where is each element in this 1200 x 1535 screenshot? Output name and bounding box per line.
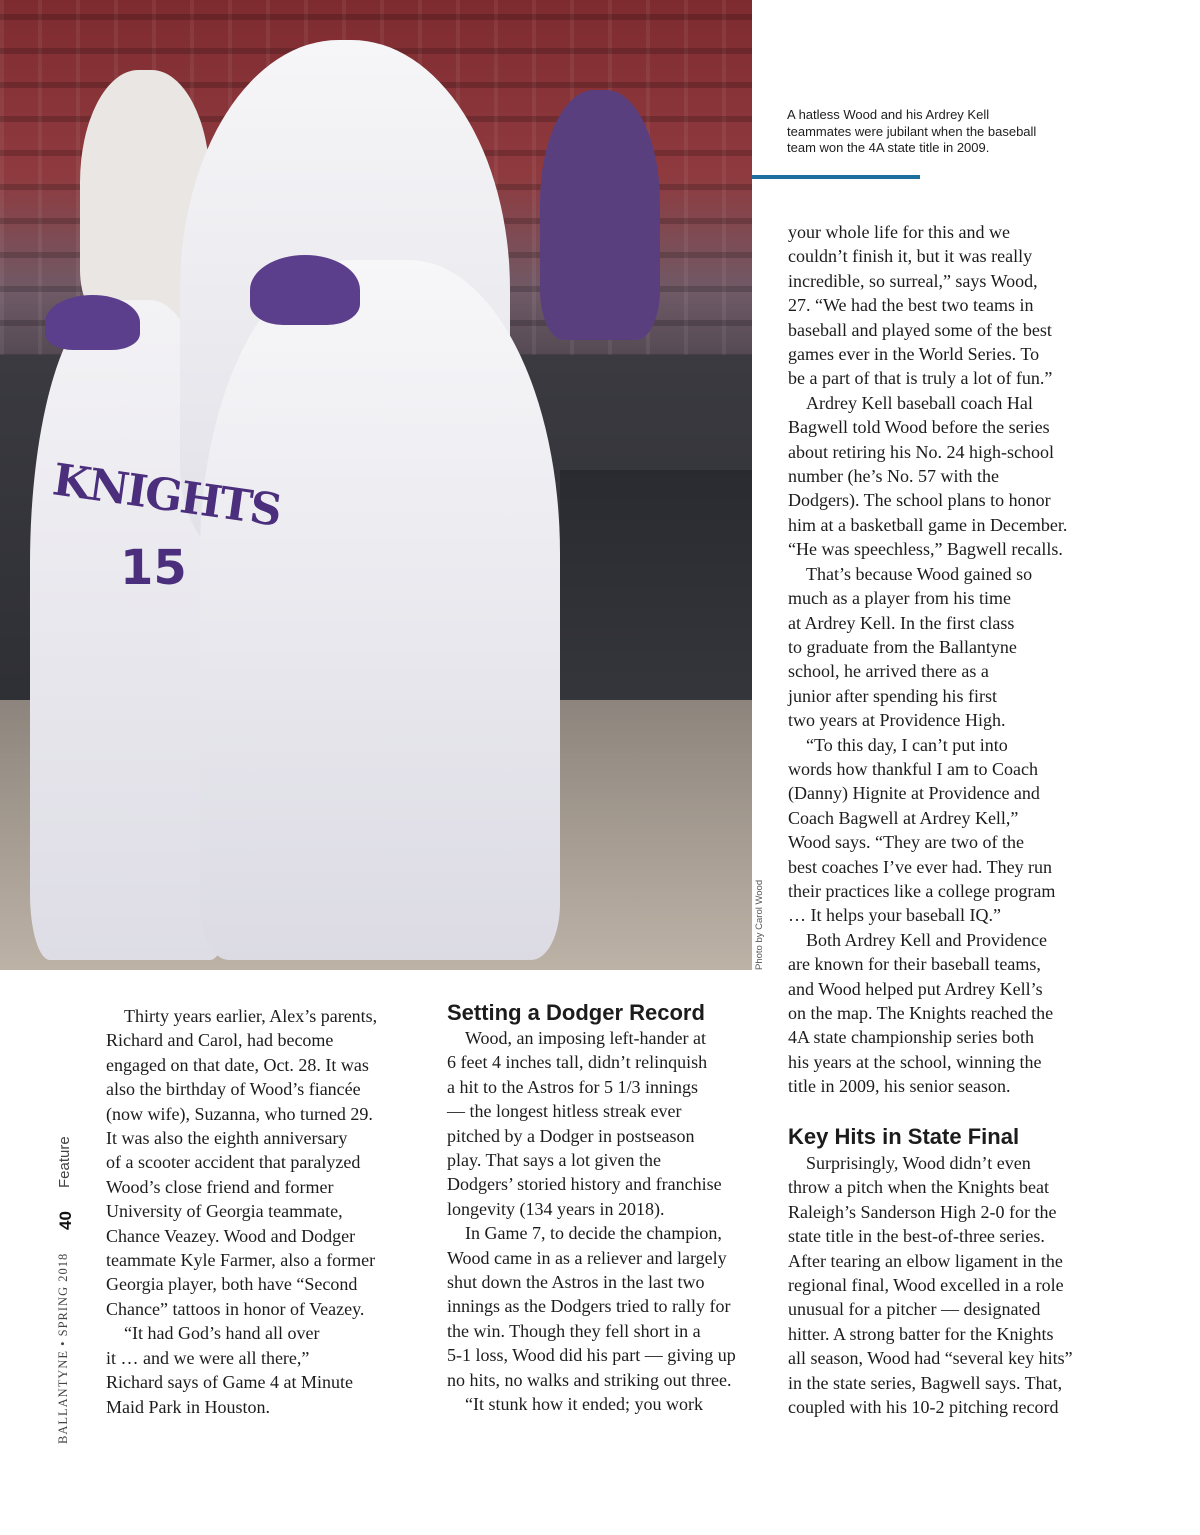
photo-credit — [752, 862, 772, 972]
text-line: the win. Though they fell short in a — [447, 1320, 701, 1341]
text-line: It was also the eighth anniversary — [106, 1128, 348, 1149]
caption-line: A hatless Wood and his Ardrey Kell — [787, 107, 990, 122]
text-line: a hit to the Astros for 5 1/3 innings — [447, 1076, 698, 1097]
player-figure — [200, 260, 560, 960]
text-line: about retiring his No. 24 high-school — [788, 441, 1054, 462]
text-line: Maid Park in Houston. — [106, 1396, 270, 1417]
text-line: Wood, an imposing left-hander at — [465, 1028, 706, 1048]
text-line: all season, Wood had “several key hits” — [788, 1348, 1073, 1369]
text-line: are known for their baseball teams, — [788, 954, 1041, 975]
folio-magazine — [34, 1240, 70, 1445]
photo-caption — [787, 107, 1107, 157]
text-line: hitter. A strong batter for the Knights — [788, 1323, 1054, 1344]
text-line: Ardrey Kell baseball coach Hal — [806, 392, 1033, 413]
folio — [30, 1130, 75, 1450]
text-line: in the state series, Bagwell says. That, — [788, 1372, 1063, 1393]
text-line: After tearing an elbow ligament in the — [788, 1250, 1063, 1271]
text-column-3 — [788, 220, 1108, 1099]
text-line: coupled with his 10-2 pitching record — [788, 1397, 1059, 1418]
text-line: Dodgers). The school plans to honor — [788, 490, 1051, 511]
text-line: Richard says of Game 4 at Minute — [106, 1372, 353, 1393]
text-line: Thirty years earlier, Alex’s parents, — [124, 1006, 378, 1026]
text-line: baseball and played some of the best — [788, 319, 1052, 340]
text-line: their practices like a college program — [788, 880, 1056, 901]
fence — [560, 470, 752, 730]
text-line: title in 2009, his senior season. — [788, 1076, 1011, 1097]
text-line: shut down the Astros in the last two — [447, 1272, 705, 1293]
text-line: (now wife), Suzanna, who turned 29. — [106, 1103, 373, 1124]
jersey-lettering: KNIGHTS — [49, 454, 284, 537]
text-line: longevity (134 years in 2018). — [447, 1198, 665, 1219]
text-line: school, he arrived there as a — [788, 661, 989, 682]
magazine-issue: BALLANTYNE • SPRING 2018 — [56, 1252, 70, 1444]
text-line: University of Georgia teammate, — [106, 1201, 343, 1222]
text-line: — the longest hitless streak ever — [447, 1101, 682, 1122]
hero-photo — [0, 0, 752, 970]
text-line: 27. “We had the best two teams in — [788, 295, 1034, 316]
caption-rule — [752, 175, 920, 179]
text-line: 6 feet 4 inches tall, didn’t relinquish — [447, 1052, 708, 1073]
player-cap — [250, 255, 360, 325]
text-line: teammate Kyle Farmer, also a former — [106, 1250, 376, 1271]
text-line: him at a basketball game in December. — [788, 514, 1068, 535]
section-heading: Setting a Dodger Record — [447, 1000, 705, 1025]
text-line: at Ardrey Kell. In the first class — [788, 612, 1015, 633]
text-line: number (he’s No. 57 with the — [788, 466, 999, 487]
folio-section — [34, 1130, 73, 1190]
text-line: incredible, so surreal,” says Wood, — [788, 270, 1038, 291]
text-line: two years at Providence High. — [788, 710, 1006, 731]
text-line: of a scooter accident that paralyzed — [106, 1152, 361, 1173]
text-line: “To this day, I can’t put into — [806, 734, 1008, 755]
text-line: Richard and Carol, had become — [106, 1030, 334, 1051]
text-line: best coaches I’ve ever had. They run — [788, 856, 1053, 877]
text-line: That’s because Wood gained so — [806, 563, 1033, 584]
text-line: Dodgers’ storied history and franchise — [447, 1174, 722, 1195]
page-number: 40 — [56, 1211, 75, 1230]
text-line: Wood’s close friend and former — [106, 1176, 334, 1197]
text-line: to graduate from the Ballantyne — [788, 636, 1017, 657]
text-line: … It helps your baseball IQ.” — [788, 905, 1001, 926]
text-column-1 — [106, 1004, 406, 1419]
text-line: Both Ardrey Kell and Providence — [806, 929, 1047, 950]
text-line: couldn’t finish it, but it was really — [788, 246, 1033, 267]
text-line: junior after spending his first — [788, 685, 997, 706]
folio-page — [34, 1202, 75, 1232]
text-line: Raleigh’s Sanderson High 2-0 for the — [788, 1201, 1057, 1222]
text-line: your whole life for this and we — [788, 222, 1010, 242]
text-line: and Wood helped put Ardrey Kell’s — [788, 978, 1043, 999]
text-line: Bagwell told Wood before the series — [788, 417, 1050, 438]
text-line: his years at the school, winning the — [788, 1051, 1042, 1072]
text-line: also the birthday of Wood’s fiancée — [106, 1079, 361, 1100]
text-line: “He was speechless,” Bagwell recalls. — [788, 539, 1063, 560]
jersey-number: 15 — [120, 540, 187, 596]
caption-line: teammates were jubilant when the baseball — [787, 123, 1037, 139]
text-line: games ever in the World Series. To — [788, 344, 1040, 365]
text-line: “It stunk how it ended; you work — [465, 1394, 703, 1415]
text-column-3-continued — [788, 1151, 1108, 1419]
text-line: much as a player from his time — [788, 588, 1011, 609]
text-line: Wood says. “They are two of the — [788, 832, 1024, 853]
text-line: Chance Veazey. Wood and Dodger — [106, 1225, 356, 1246]
text-line: throw a pitch when the Knights beat — [788, 1177, 1049, 1198]
text-line: on the map. The Knights reached the — [788, 1003, 1054, 1023]
text-line: unusual for a pitcher — designated — [788, 1299, 1041, 1320]
text-line: pitched by a Dodger in postseason — [447, 1125, 695, 1146]
text-line: In Game 7, to decide the champion, — [465, 1223, 722, 1244]
text-line: 5-1 loss, Wood did his part — giving up — [447, 1345, 736, 1366]
text-line: Surprisingly, Wood didn’t even — [806, 1153, 1031, 1173]
text-line: regional final, Wood excelled in a role — [788, 1275, 1064, 1296]
text-line: Wood came in as a reliever and largely — [447, 1247, 727, 1268]
text-line: be a part of that is truly a lot of fun.” — [788, 368, 1053, 389]
text-line: innings as the Dodgers tried to rally for — [447, 1296, 731, 1317]
caption-line: team won the 4A state title in 2009. — [787, 140, 990, 155]
text-line: 4A state championship series both — [788, 1027, 1034, 1048]
section-heading: Key Hits in State Final — [788, 1124, 1020, 1149]
text-line: Chance” tattoos in honor of Veazey. — [106, 1298, 365, 1319]
text-column-2 — [447, 1026, 757, 1417]
text-line: Coach Bagwell at Ardrey Kell,” — [788, 807, 1019, 828]
fan-figure — [540, 90, 660, 340]
text-line: words how thankful I am to Coach — [788, 758, 1038, 779]
text-line: no hits, no walks and striking out three. — [447, 1369, 732, 1390]
folio-section-label: Feature — [56, 1136, 73, 1188]
text-line: (Danny) Hignite at Providence and — [788, 783, 1040, 804]
photo-credit-text: Photo by Carol Wood — [754, 879, 765, 970]
text-line: it … and we were all there,” — [106, 1347, 310, 1368]
text-line: “It had God’s hand all over — [124, 1323, 320, 1344]
text-line: engaged on that date, Oct. 28. It was — [106, 1054, 369, 1075]
text-line: Georgia player, both have “Second — [106, 1274, 358, 1295]
text-line: play. That says a lot given the — [447, 1150, 661, 1171]
player-cap — [45, 295, 140, 350]
text-line: state title in the best-of-three series. — [788, 1226, 1045, 1247]
